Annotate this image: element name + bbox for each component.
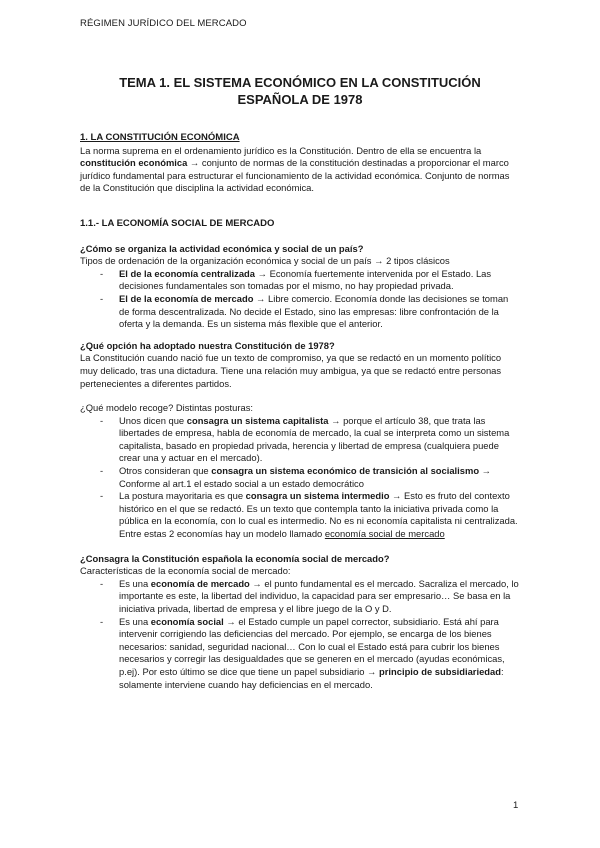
question-2: ¿Qué opción ha adoptado nuestra Constitución de 1978?: [80, 339, 335, 351]
list-item: - El de la economía de mercado → Libre comercio. Economía donde las decisiones se toman de forma descentralizada. No decide el Estado, sino las empresas: libre confrontación de la oferta y la demanda. Es un sistema más flexible que el anterior.: [100, 292, 509, 330]
section-1-paragraph: La norma suprema en el ordenamiento jurídico es la Constitución. Dentro de ella se encuentra la constitución económica → conjunto de normas de la constitución destinadas a proporcionar el marco jurídico fundamental para estructurar el funcionamiento de la actividad económica. Conjunto de normas de la Constitución que disciplina la actividad económica.: [80, 144, 510, 194]
question-3: ¿Consagra la Constitución española la economía social de mercado?: [80, 552, 390, 564]
question-2-models: ¿Qué modelo recoge? Distintas posturas:: [80, 402, 254, 414]
list-item: - Unos dicen que consagra un sistema capitalista → porque el artículo 38, que trata las libertades de empresa, habla de economía de mercado, la cual se interpreta como un sistema capitalista, basado en propiedad privada, herencia y libertad de empresa (cualquiera puede crear una y actuar en el mercado).: [100, 414, 510, 464]
economy-types-list: [80, 268, 520, 331]
section-heading-1: 1. LA CONSTITUCIÓN ECONÓMICA: [80, 132, 240, 143]
title-line-2: ESPAÑOLA DE 1978: [237, 92, 363, 107]
question-1: ¿Cómo se organiza la actividad económica y social de un país?: [80, 242, 364, 254]
characteristics-list: [80, 578, 520, 691]
page-title: [0, 74, 600, 108]
section-heading-1-1: 1.1.- LA ECONOMÍA SOCIAL DE MERCADO: [80, 217, 275, 229]
document-body: [80, 132, 520, 691]
question-3-intro: Características de la economía social de mercado:: [80, 565, 291, 577]
document-header: RÉGIMEN JURÍDICO DEL MERCADO: [80, 18, 247, 29]
list-item: - Es una economía social → el Estado cumple un papel corrector, subsidiario. Está ahí para intervenir corrigiendo las deficiencias del mercado. Por ejemplo, se encarga de los bienes necesarios: sanidad, seguridad nacional… Con lo cual el Estado está para cubrir los bienes necesarios y corregir las desigualdades que se generen en el mercado (ayudas económicas, p.ej). Por esto último se dice que tiene un papel subsidiario → principio de subsidiariedad: solamente interviene cuando hay deficiencias en el mercado.: [100, 615, 505, 690]
list-item: - El de la economía centralizada → Economía fuertemente intervenida por el Estado. Las decisiones fundamentales son tomadas por el mismo, no hay propiedad privada.: [100, 267, 492, 292]
question-2-paragraph: La Constitución cuando nació fue un texto de compromiso, ya que se redactó en un momento político muy delicado, tras una dictadura. Tiene una relación muy ambigua, ya que se redactó entre personas pertenecientes a diferentes partidos.: [80, 352, 502, 389]
list-item: - Es una economía de mercado → el punto fundamental es el mercado. Sacraliza el mercado, lo importante es este, la libertad del individuo, la capacidad para ser empresario… Se basa en la iniciativa privada, libertad de empresa y el libre juego de la O y D.: [100, 577, 519, 614]
list-item: - La postura mayoritaria es que consagra un sistema intermedio → Esto es fruto del contexto histórico en el que se redactó. Es un texto que contempla tanto la iniciativa privada como la pública en la economía, con lo cual es intermedio. No es ni economía capitalista ni centralizada. Entre estas 2 economías hay un modelo llamado economía social de mercado: [100, 490, 518, 540]
list-item: - Otros consideran que consagra un sistema económico de transición al socialismo → Conforme al art.1 el estado social a un estado democrático: [100, 465, 492, 489]
question-1-intro: Tipos de ordenación de la organización económica y social de un país → 2 tipos clásicos: [80, 255, 450, 267]
postures-list: [80, 415, 520, 541]
page-number: 1: [513, 800, 519, 811]
title-line-1: TEMA 1. EL SISTEMA ECONÓMICO EN LA CONSTITUCIÓN: [119, 75, 481, 90]
